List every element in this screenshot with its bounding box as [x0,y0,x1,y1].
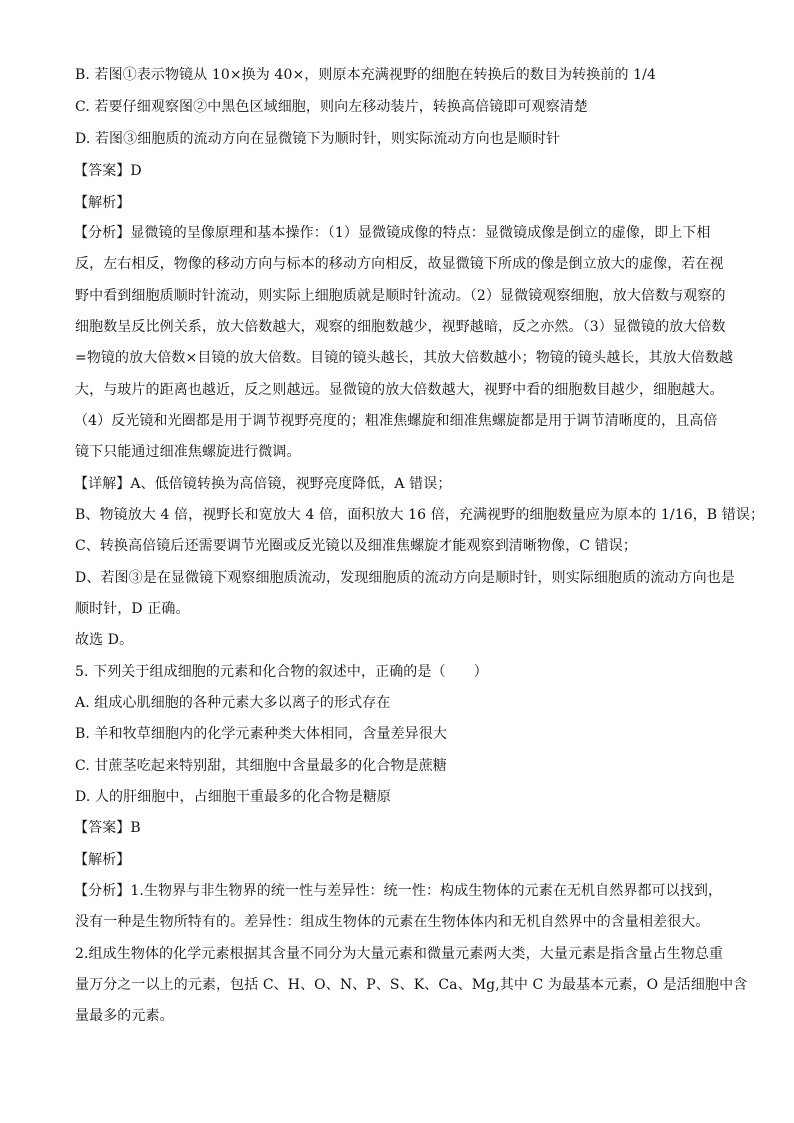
analysis-line: 野中看到细胞质顺时针流动，则实际上细胞质就是顺时针流动。（2）显微镜观察细胞，放大倍数与观察的 [75,288,726,304]
question-5-option-b: B. 羊和牧草细胞内的化学元素种类大体相同，含量差异很大 [75,726,447,742]
analysis-line: （4）反光镜和光圈都是用于调节视野亮度的；粗准焦螺旋和细准焦螺旋都是用于调节清晰度的，且高倍 [74,413,718,429]
detail-line: 【详解】A、低倍镜转换为高倍镜，视野亮度降低，A 错误； [74,476,452,492]
question-5-option-a: A. 组成心肌细胞的各种元素大多以离子的形式存在 [75,695,391,711]
question-5-stem: 5. 下列关于组成细胞的元素和化合物的叙述中，正确的是（ ） [75,664,488,680]
question-5-option-c: C. 甘蔗茎吃起来特别甜，其细胞中含量最多的化合物是蔗糖 [75,758,447,774]
analysis-line: 细胞数呈反比例关系，放大倍数越大，观察的细胞数越少，视野越暗，反之亦然。（3）显微镜的放大倍数 [75,319,726,335]
analysis-line: 【分析】1.生物界与非生物界的统一性与差异性：统一性：构成生物体的元素在无机自然界都可以找到， [74,883,723,899]
analysis-line: 没有一种是生物所特有的。差异性：组成生物体的元素在生物体体内和无机自然界中的含量相差很大。 [75,914,710,930]
detail-line: B、物镜放大 4 倍，视野长和宽放大 4 倍，面积放大 16 倍，充满视野的细胞数量应为原本的 1/16，B 错误； [75,507,765,523]
analysis-line: 大，与玻片的距离也越近，反之则越远。显微镜的放大倍数越大，视野中看的细胞数目越少，细胞越大。 [75,382,724,398]
answer-label: 【答案】B [74,820,141,836]
detail-line: 顺时针，D 正确。 [75,601,190,617]
explanation-label: 【解析】 [74,852,131,868]
analysis-line: 2.组成生物体的化学元素根据其含量不同分为大量元素和微量元素两大类，大量元素是指含量占生物总重 [75,946,724,962]
analysis-line: =物镜的放大倍数×目镜的放大倍数。目镜的镜头越长，其放大倍数越小；物镜的镜头越长，其放大倍数越 [75,350,734,366]
option-d-line: D. 若图③细胞质的流动方向在显微镜下为顺时针，则实际流动方向也是顺时针 [75,131,561,147]
analysis-line: 量最多的元素。 [75,1008,174,1024]
detail-line: D、若图③是在显微镜下观察细胞质流动，发现细胞质的流动方向是顺时针，则实际细胞质的流动方向也是 [75,570,735,586]
detail-line: C、转换高倍镜后还需要调节光圈或反光镜以及细准焦螺旋才能观察到清晰物像，C 错误； [75,538,637,554]
analysis-line: 反，左右相反，物像的移动方向与标本的移动方向相反，故显微镜下所成的像是倒立放大的虚像，若在视 [75,256,724,272]
analysis-line: 【分析】显微镜的呈像原理和基本操作：（1）显微镜成像的特点：显微镜成像是倒立的虚像，即上下相 [74,225,711,241]
analysis-line: 量万分之一以上的元素，包括 C、H、O、N、P、S、K、Ca、Mg,其中 C 为最基本元素，O 是活细胞中含 [75,977,748,993]
question-5-option-d: D. 人的肝细胞中，占细胞干重最多的化合物是糖原 [75,789,392,805]
analysis-line: 镜下只能通过细准焦螺旋进行微调。 [75,444,301,460]
explanation-label: 【解析】 [74,195,131,211]
conclusion-line: 故选 D。 [75,632,134,648]
answer-label: 【答案】D [74,163,142,179]
option-b-line: B. 若图①表示物镜从 10×换为 40×，则原本充满视野的细胞在转换后的数目为转换前的 1/4 [75,67,656,83]
option-c-line: C. 若要仔细观察图②中黑色区域细胞，则向左移动装片，转换高倍镜即可观察清楚 [75,99,588,115]
